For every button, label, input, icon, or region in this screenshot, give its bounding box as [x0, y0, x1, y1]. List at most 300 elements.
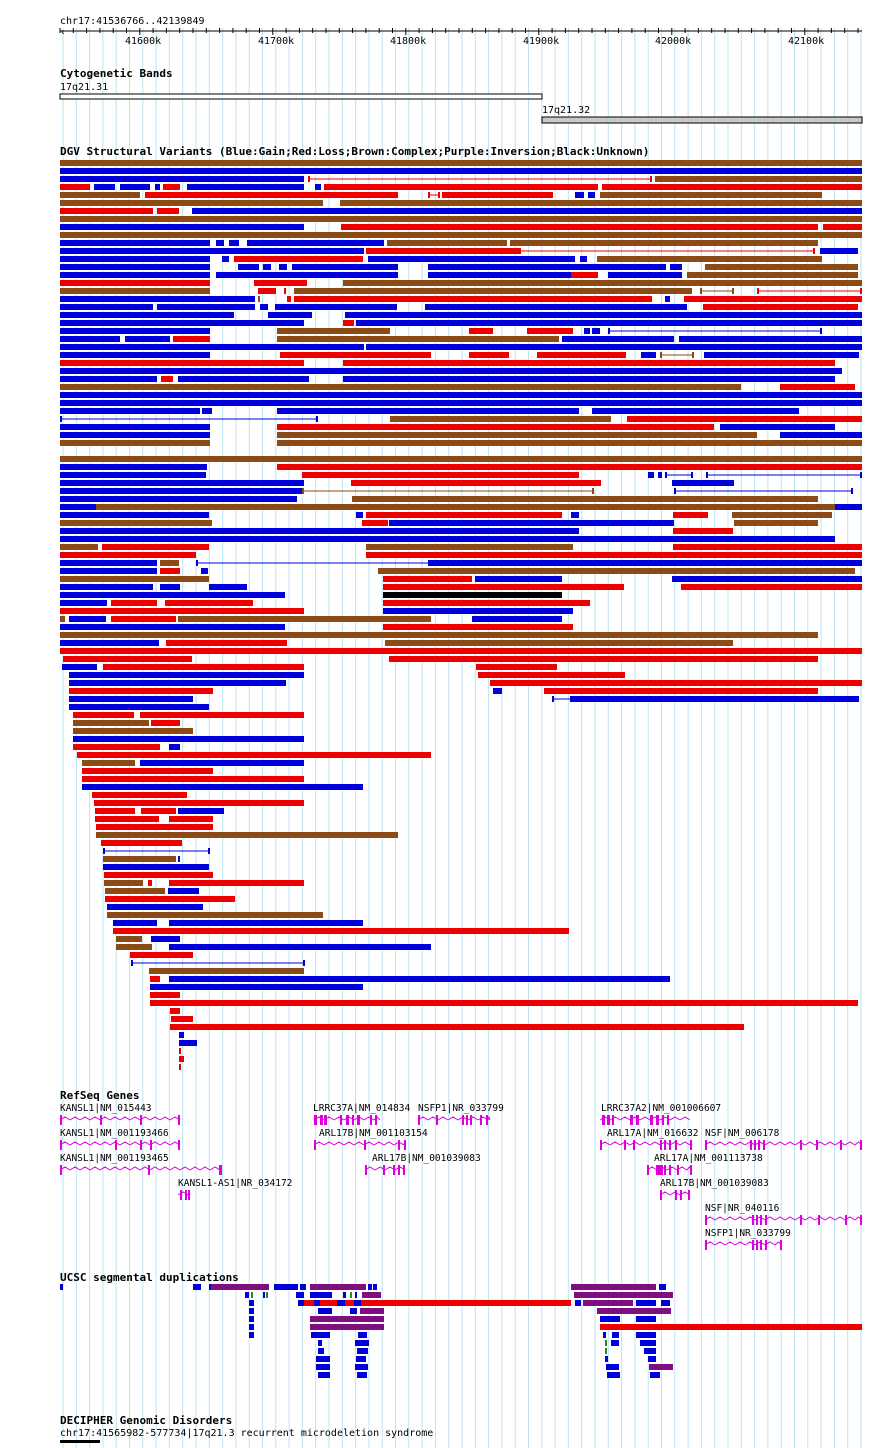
- dgv-gain-variant[interactable]: [428, 560, 862, 566]
- dgv-complex-variant[interactable]: [60, 520, 212, 526]
- segdup-blue[interactable]: [355, 1340, 369, 1346]
- dgv-complex-variant[interactable]: [60, 632, 818, 638]
- dgv-loss-variant[interactable]: [77, 752, 431, 758]
- dgv-complex-variant[interactable]: [116, 944, 152, 950]
- dgv-loss-variant[interactable]: [169, 816, 213, 822]
- gene-label[interactable]: NSFP1|NR_033799: [418, 1103, 504, 1114]
- dgv-loss-variant[interactable]: [130, 952, 193, 958]
- segdup-blue[interactable]: [60, 1284, 63, 1290]
- cytoband-17q21-31[interactable]: [60, 94, 542, 99]
- segdup-blue[interactable]: [605, 1356, 608, 1362]
- dgv-gain-variant[interactable]: [356, 512, 363, 518]
- dgv-gain-variant[interactable]: [209, 584, 247, 590]
- dgv-gain-variant[interactable]: [425, 304, 687, 310]
- dgv-gain-variant[interactable]: [196, 560, 198, 566]
- segdup-purple[interactable]: [597, 1308, 671, 1314]
- dgv-gain-variant[interactable]: [247, 240, 384, 246]
- segdup-blue[interactable]: [249, 1308, 254, 1314]
- dgv-complex-variant[interactable]: [107, 912, 323, 918]
- dgv-gain-variant[interactable]: [69, 704, 209, 710]
- segdup-blue[interactable]: [316, 1356, 330, 1362]
- dgv-loss-variant[interactable]: [82, 768, 213, 774]
- dgv-loss-variant[interactable]: [383, 584, 624, 590]
- segdup-blue[interactable]: [318, 1348, 324, 1354]
- dgv-gain-variant[interactable]: [229, 240, 239, 246]
- dgv-loss-variant[interactable]: [73, 744, 160, 750]
- gene-label[interactable]: ARL17B|NM_001039083: [372, 1153, 481, 1164]
- gene-model[interactable]: [705, 1240, 782, 1250]
- dgv-gain-variant[interactable]: [60, 432, 210, 438]
- dgv-loss-variant[interactable]: [102, 544, 209, 550]
- dgv-complex-variant[interactable]: [60, 576, 209, 582]
- dgv-complex-variant[interactable]: [60, 232, 862, 238]
- segdup-blue[interactable]: [249, 1316, 254, 1322]
- dgv-loss-variant[interactable]: [383, 624, 573, 630]
- gene-label[interactable]: KANSL1|NM_001193465: [60, 1153, 169, 1164]
- segdup-blue[interactable]: [310, 1292, 332, 1298]
- dgv-gain-variant[interactable]: [260, 304, 268, 310]
- dgv-loss-variant[interactable]: [69, 688, 213, 694]
- dgv-complex-variant[interactable]: [60, 456, 862, 462]
- dgv-complex-variant[interactable]: [692, 352, 694, 358]
- dgv-gain-variant[interactable]: [475, 576, 562, 582]
- dgv-loss-variant[interactable]: [478, 672, 625, 678]
- dgv-gain-variant[interactable]: [570, 696, 572, 702]
- dgv-loss-variant[interactable]: [163, 184, 180, 190]
- dgv-gain-variant[interactable]: [169, 744, 180, 750]
- gene-model[interactable]: [60, 1140, 180, 1150]
- dgv-complex-variant[interactable]: [277, 432, 757, 438]
- dgv-gain-variant[interactable]: [820, 328, 822, 334]
- gene-model[interactable]: [660, 1190, 690, 1200]
- segdup-purple[interactable]: [362, 1292, 381, 1298]
- dgv-gain-variant[interactable]: [60, 344, 364, 350]
- segdup-blue[interactable]: [356, 1356, 366, 1362]
- dgv-gain-variant[interactable]: [169, 944, 431, 950]
- dgv-gain-variant[interactable]: [60, 512, 209, 518]
- gene-model[interactable]: [647, 1165, 692, 1175]
- dgv-gain-variant[interactable]: [113, 920, 157, 926]
- dgv-complex-variant[interactable]: [352, 496, 818, 502]
- dgv-gain-variant[interactable]: [580, 256, 587, 262]
- dgv-gain-variant[interactable]: [472, 616, 562, 622]
- dgv-loss-variant[interactable]: [780, 384, 855, 390]
- dgv-complex-variant[interactable]: [104, 880, 143, 886]
- dgv-gain-variant[interactable]: [277, 408, 579, 414]
- dgv-loss-variant[interactable]: [684, 296, 862, 302]
- dgv-complex-variant[interactable]: [60, 192, 140, 198]
- dgv-loss-variant[interactable]: [103, 664, 304, 670]
- dgv-gain-variant[interactable]: [60, 560, 157, 566]
- dgv-loss-variant[interactable]: [351, 480, 601, 486]
- dgv-gain-variant[interactable]: [368, 256, 575, 262]
- segdup-blue[interactable]: [636, 1316, 656, 1322]
- dgv-gain-variant[interactable]: [60, 264, 210, 270]
- segdup-blue[interactable]: [357, 1372, 367, 1378]
- dgv-loss-variant[interactable]: [150, 992, 180, 998]
- dgv-loss-variant[interactable]: [442, 192, 553, 198]
- dgv-gain-variant[interactable]: [140, 760, 304, 766]
- dgv-gain-variant[interactable]: [60, 392, 862, 398]
- dgv-gain-variant[interactable]: [316, 416, 318, 422]
- dgv-complex-variant[interactable]: [96, 504, 835, 510]
- dgv-complex-variant[interactable]: [378, 568, 855, 574]
- gene-model[interactable]: [600, 1115, 690, 1125]
- dgv-loss-variant[interactable]: [82, 776, 304, 782]
- dgv-gain-variant[interactable]: [303, 960, 305, 966]
- dgv-gain-variant[interactable]: [706, 472, 708, 478]
- dgv-loss-variant[interactable]: [105, 896, 235, 902]
- dgv-gain-variant[interactable]: [572, 696, 859, 702]
- dgv-loss-variant[interactable]: [308, 176, 310, 182]
- dgv-gain-variant[interactable]: [592, 408, 799, 414]
- dgv-loss-variant[interactable]: [648, 296, 650, 302]
- dgv-complex-variant[interactable]: [732, 512, 832, 518]
- dgv-loss-variant[interactable]: [157, 208, 179, 214]
- dgv-gain-variant[interactable]: [62, 664, 97, 670]
- dgv-complex-variant[interactable]: [60, 440, 210, 446]
- segdup-blue[interactable]: [245, 1292, 249, 1298]
- dgv-gain-variant[interactable]: [60, 304, 153, 310]
- segdup-purple[interactable]: [574, 1292, 673, 1298]
- dgv-gain-variant[interactable]: [103, 864, 209, 870]
- segdup-purple[interactable]: [310, 1284, 366, 1290]
- dgv-gain-variant[interactable]: [674, 488, 676, 494]
- dgv-loss-variant[interactable]: [571, 272, 598, 278]
- dgv-loss-variant[interactable]: [383, 576, 472, 582]
- dgv-gain-variant[interactable]: [670, 264, 682, 270]
- dgv-complex-variant[interactable]: [149, 968, 304, 974]
- dgv-loss-variant[interactable]: [673, 528, 733, 534]
- segdup-blue[interactable]: [636, 1300, 656, 1306]
- dgv-gain-variant[interactable]: [60, 640, 159, 646]
- dgv-loss-variant[interactable]: [438, 192, 440, 198]
- dgv-gain-variant[interactable]: [780, 432, 862, 438]
- segdup-blue[interactable]: [300, 1284, 306, 1290]
- segdup-green[interactable]: [266, 1292, 268, 1298]
- dgv-gain-variant[interactable]: [103, 848, 105, 854]
- dgv-loss-variant[interactable]: [258, 288, 276, 294]
- dgv-loss-variant[interactable]: [469, 328, 493, 334]
- gene-model[interactable]: [60, 1165, 222, 1175]
- dgv-loss-variant[interactable]: [280, 352, 431, 358]
- dgv-complex-variant[interactable]: [103, 856, 176, 862]
- segdup-blue[interactable]: [249, 1324, 254, 1330]
- dgv-loss-variant[interactable]: [527, 328, 573, 334]
- dgv-gain-variant[interactable]: [222, 256, 229, 262]
- dgv-gain-variant[interactable]: [69, 672, 304, 678]
- dgv-loss-variant[interactable]: [95, 816, 159, 822]
- dgv-gain-variant[interactable]: [60, 624, 285, 630]
- dgv-gain-variant[interactable]: [691, 472, 693, 478]
- dgv-loss-variant[interactable]: [544, 688, 818, 694]
- dgv-gain-variant[interactable]: [648, 472, 654, 478]
- dgv-loss-variant[interactable]: [165, 600, 253, 606]
- dgv-complex-variant[interactable]: [60, 216, 862, 222]
- dgv-loss-variant[interactable]: [673, 544, 862, 550]
- segdup-blue[interactable]: [357, 1348, 368, 1354]
- dgv-gain-variant[interactable]: [562, 336, 674, 342]
- dgv-complex-variant[interactable]: [687, 272, 858, 278]
- gene-model[interactable]: [418, 1115, 490, 1125]
- dgv-loss-variant[interactable]: [166, 640, 287, 646]
- segdup-purple[interactable]: [583, 1300, 633, 1306]
- dgv-loss-variant[interactable]: [341, 224, 818, 230]
- segdup-blue[interactable]: [311, 1332, 330, 1338]
- dgv-loss-variant[interactable]: [537, 352, 626, 358]
- dgv-gain-variant[interactable]: [60, 480, 304, 486]
- segdup-purple[interactable]: [360, 1308, 384, 1314]
- dgv-gain-variant[interactable]: [860, 472, 862, 478]
- segdup-blue[interactable]: [611, 1340, 619, 1346]
- dgv-loss-variant[interactable]: [366, 512, 562, 518]
- dgv-gain-variant[interactable]: [169, 976, 670, 982]
- dgv-loss-variant[interactable]: [343, 360, 835, 366]
- gene-label[interactable]: LRRC37A|NM_014834: [313, 1103, 411, 1114]
- dgv-gain-variant[interactable]: [160, 584, 180, 590]
- dgv-gain-variant[interactable]: [343, 376, 835, 382]
- dgv-loss-variant[interactable]: [60, 360, 304, 366]
- dgv-gain-variant[interactable]: [60, 256, 210, 262]
- dgv-gain-variant[interactable]: [192, 208, 862, 214]
- dgv-gain-variant[interactable]: [608, 272, 682, 278]
- dgv-loss-variant[interactable]: [428, 192, 430, 198]
- dgv-loss-variant[interactable]: [179, 1048, 181, 1054]
- dgv-complex-variant[interactable]: [390, 416, 611, 422]
- segdup-blue[interactable]: [373, 1284, 377, 1290]
- cytoband-17q21-32[interactable]: [542, 117, 862, 123]
- segdup-green[interactable]: [251, 1292, 253, 1298]
- dgv-complex-variant[interactable]: [73, 720, 149, 726]
- dgv-loss-variant[interactable]: [456, 296, 458, 302]
- dgv-loss-variant[interactable]: [92, 792, 187, 798]
- dgv-loss-variant[interactable]: [302, 472, 579, 478]
- dgv-loss-variant[interactable]: [519, 248, 521, 254]
- dgv-complex-variant[interactable]: [302, 488, 304, 494]
- dgv-gain-variant[interactable]: [60, 248, 364, 254]
- dgv-gain-variant[interactable]: [720, 424, 835, 430]
- dgv-loss-variant[interactable]: [173, 336, 210, 342]
- dgv-gain-variant[interactable]: [268, 312, 312, 318]
- dgv-complex-variant[interactable]: [82, 760, 135, 766]
- dgv-complex-variant[interactable]: [160, 560, 179, 566]
- dgv-gain-variant[interactable]: [60, 408, 200, 414]
- gene-label[interactable]: ARL17B|NM_001103154: [319, 1128, 428, 1139]
- dgv-complex-variant[interactable]: [705, 264, 858, 270]
- dgv-loss-variant[interactable]: [179, 1064, 181, 1070]
- segdup-purple[interactable]: [571, 1284, 656, 1290]
- dgv-gain-variant[interactable]: [292, 264, 398, 270]
- dgv-complex-variant[interactable]: [734, 520, 818, 526]
- segdup-blue[interactable]: [355, 1292, 357, 1298]
- dgv-gain-variant[interactable]: [178, 808, 224, 814]
- dgv-complex-variant[interactable]: [385, 640, 733, 646]
- gene-label[interactable]: KANSL1|NM_001193466: [60, 1128, 169, 1139]
- dgv-gain-variant[interactable]: [428, 264, 666, 270]
- dgv-loss-variant[interactable]: [111, 616, 176, 622]
- dgv-loss-variant[interactable]: [104, 872, 213, 878]
- segdup-blue[interactable]: [318, 1372, 330, 1378]
- dgv-complex-variant[interactable]: [60, 200, 323, 206]
- dgv-loss-variant[interactable]: [703, 304, 858, 310]
- dgv-gain-variant[interactable]: [658, 472, 662, 478]
- dgv-loss-variant[interactable]: [150, 1000, 858, 1006]
- gene-model[interactable]: [314, 1140, 406, 1150]
- dgv-gain-variant[interactable]: [73, 736, 304, 742]
- segdup-blue[interactable]: [263, 1292, 265, 1298]
- dgv-gain-variant[interactable]: [704, 352, 859, 358]
- dgv-complex-variant[interactable]: [116, 936, 142, 942]
- dgv-gain-variant[interactable]: [82, 784, 363, 790]
- dgv-gain-variant[interactable]: [69, 680, 286, 686]
- dgv-loss-variant[interactable]: [113, 928, 569, 934]
- dgv-loss-variant[interactable]: [169, 880, 304, 886]
- dgv-gain-variant[interactable]: [275, 304, 397, 310]
- dgv-gain-variant[interactable]: [60, 376, 157, 382]
- segdup-blue[interactable]: [607, 1372, 620, 1378]
- segdup-blue[interactable]: [274, 1284, 298, 1290]
- dgv-loss-variant[interactable]: [179, 1056, 184, 1062]
- dgv-gain-variant[interactable]: [60, 600, 107, 606]
- gene-label[interactable]: ARL17B|NM_001039083: [660, 1178, 769, 1189]
- dgv-loss-variant[interactable]: [60, 208, 153, 214]
- segdup-blue[interactable]: [355, 1364, 368, 1370]
- segdup-blue[interactable]: [209, 1284, 211, 1290]
- gene-model[interactable]: [705, 1215, 862, 1225]
- segdup-purple[interactable]: [649, 1364, 673, 1370]
- dgv-loss-variant[interactable]: [362, 520, 388, 526]
- gene-model[interactable]: [178, 1190, 190, 1200]
- segdup-blue[interactable]: [249, 1332, 254, 1338]
- segdup-blue[interactable]: [575, 1300, 581, 1306]
- dgv-gain-variant[interactable]: [151, 936, 180, 942]
- dgv-gain-variant[interactable]: [60, 496, 297, 502]
- gene-label[interactable]: LRRC37A2|NM_001006607: [601, 1103, 722, 1114]
- dgv-gain-variant[interactable]: [60, 400, 862, 406]
- dgv-complex-variant[interactable]: [387, 240, 507, 246]
- dgv-gain-variant[interactable]: [150, 984, 363, 990]
- dgv-loss-variant[interactable]: [148, 880, 152, 886]
- dgv-complex-variant[interactable]: [592, 488, 594, 494]
- segdup-blue[interactable]: [343, 1292, 346, 1298]
- dgv-gain-variant[interactable]: [315, 184, 321, 190]
- dgv-loss-variant[interactable]: [383, 600, 590, 606]
- gene-label[interactable]: ARL17A|NM_016632: [607, 1128, 699, 1139]
- dgv-loss-variant[interactable]: [287, 296, 289, 302]
- gene-label[interactable]: NSF|NR_040116: [705, 1203, 780, 1214]
- dgv-gain-variant[interactable]: [608, 328, 610, 334]
- dgv-complex-variant[interactable]: [73, 728, 193, 734]
- dgv-complex-variant[interactable]: [178, 616, 431, 622]
- dgv-gain-variant[interactable]: [60, 488, 302, 494]
- dgv-gain-variant[interactable]: [60, 320, 304, 326]
- dgv-gain-variant[interactable]: [279, 264, 287, 270]
- dgv-gain-variant[interactable]: [202, 408, 212, 414]
- dgv-gain-variant[interactable]: [208, 848, 210, 854]
- dgv-unknown-variant[interactable]: [383, 592, 562, 598]
- segdup-blue[interactable]: [650, 1372, 660, 1378]
- dgv-loss-variant[interactable]: [366, 248, 519, 254]
- dgv-gain-variant[interactable]: [125, 336, 170, 342]
- dgv-gain-variant[interactable]: [665, 472, 667, 478]
- dgv-gain-variant[interactable]: [641, 352, 656, 358]
- dgv-gain-variant[interactable]: [60, 464, 207, 470]
- gene-label[interactable]: KANSL1|NM_015443: [60, 1103, 152, 1114]
- dgv-gain-variant[interactable]: [383, 608, 573, 614]
- dgv-loss-variant[interactable]: [289, 296, 291, 302]
- dgv-loss-variant[interactable]: [101, 840, 182, 846]
- decipher-entry-label[interactable]: chr17:41565982-577734|17q21.3 recurrent microdeletion syndrome: [60, 1428, 434, 1439]
- gene-model[interactable]: [365, 1165, 405, 1175]
- segdup-blue[interactable]: [318, 1340, 322, 1346]
- gene-label[interactable]: ARL17A|NM_001113738: [654, 1153, 763, 1164]
- dgv-loss-variant[interactable]: [343, 320, 354, 326]
- dgv-loss-variant[interactable]: [254, 280, 307, 286]
- dgv-gain-variant[interactable]: [216, 272, 398, 278]
- dgv-complex-variant[interactable]: [294, 288, 384, 294]
- dgv-gain-variant[interactable]: [60, 584, 153, 590]
- dgv-gain-variant[interactable]: [201, 568, 208, 574]
- dgv-gain-variant[interactable]: [60, 176, 304, 182]
- dgv-gain-variant[interactable]: [107, 904, 203, 910]
- dgv-complex-variant[interactable]: [277, 440, 862, 446]
- segdup-blue[interactable]: [358, 1332, 367, 1338]
- dgv-gain-variant[interactable]: [69, 696, 193, 702]
- dgv-gain-variant[interactable]: [60, 272, 210, 278]
- dgv-loss-variant[interactable]: [324, 184, 598, 190]
- dgv-gain-variant[interactable]: [60, 240, 210, 246]
- dgv-loss-variant[interactable]: [161, 376, 173, 382]
- dgv-gain-variant[interactable]: [178, 856, 180, 862]
- dgv-loss-variant[interactable]: [170, 1024, 744, 1030]
- dgv-loss-variant[interactable]: [650, 296, 652, 302]
- decipher-feature[interactable]: [60, 1440, 100, 1443]
- dgv-loss-variant[interactable]: [813, 248, 815, 254]
- dgv-loss-variant[interactable]: [234, 256, 363, 262]
- segdup-blue[interactable]: [661, 1300, 670, 1306]
- gene-model[interactable]: [600, 1140, 692, 1150]
- dgv-loss-variant[interactable]: [171, 1016, 193, 1022]
- dgv-loss-variant[interactable]: [60, 184, 90, 190]
- dgv-gain-variant[interactable]: [60, 568, 157, 574]
- dgv-complex-variant[interactable]: [597, 256, 822, 262]
- dgv-gain-variant[interactable]: [60, 312, 234, 318]
- dgv-loss-variant[interactable]: [140, 712, 304, 718]
- dgv-loss-variant[interactable]: [277, 424, 714, 430]
- dgv-gain-variant[interactable]: [366, 344, 862, 350]
- dgv-gain-variant[interactable]: [60, 424, 210, 430]
- segdup-green[interactable]: [605, 1348, 607, 1354]
- dgv-gain-variant[interactable]: [263, 264, 271, 270]
- dgv-gain-variant[interactable]: [592, 328, 600, 334]
- dgv-complex-variant[interactable]: [60, 160, 862, 166]
- dgv-gain-variant[interactable]: [60, 536, 835, 542]
- dgv-complex-variant[interactable]: [732, 288, 734, 294]
- gene-label[interactable]: NSF|NM_006178: [705, 1128, 780, 1139]
- dgv-loss-variant[interactable]: [151, 720, 180, 726]
- dgv-complex-variant[interactable]: [384, 288, 692, 294]
- dgv-complex-variant[interactable]: [655, 176, 862, 182]
- dgv-loss-variant[interactable]: [150, 976, 160, 982]
- gene-model[interactable]: [60, 1115, 180, 1125]
- segdup-blue[interactable]: [644, 1348, 656, 1354]
- segdup-blue[interactable]: [350, 1308, 357, 1314]
- dgv-loss-variant[interactable]: [476, 664, 557, 670]
- dgv-gain-variant[interactable]: [345, 312, 862, 318]
- dgv-gain-variant[interactable]: [60, 168, 862, 174]
- dgv-gain-variant[interactable]: [60, 328, 210, 334]
- dgv-gain-variant[interactable]: [60, 296, 255, 302]
